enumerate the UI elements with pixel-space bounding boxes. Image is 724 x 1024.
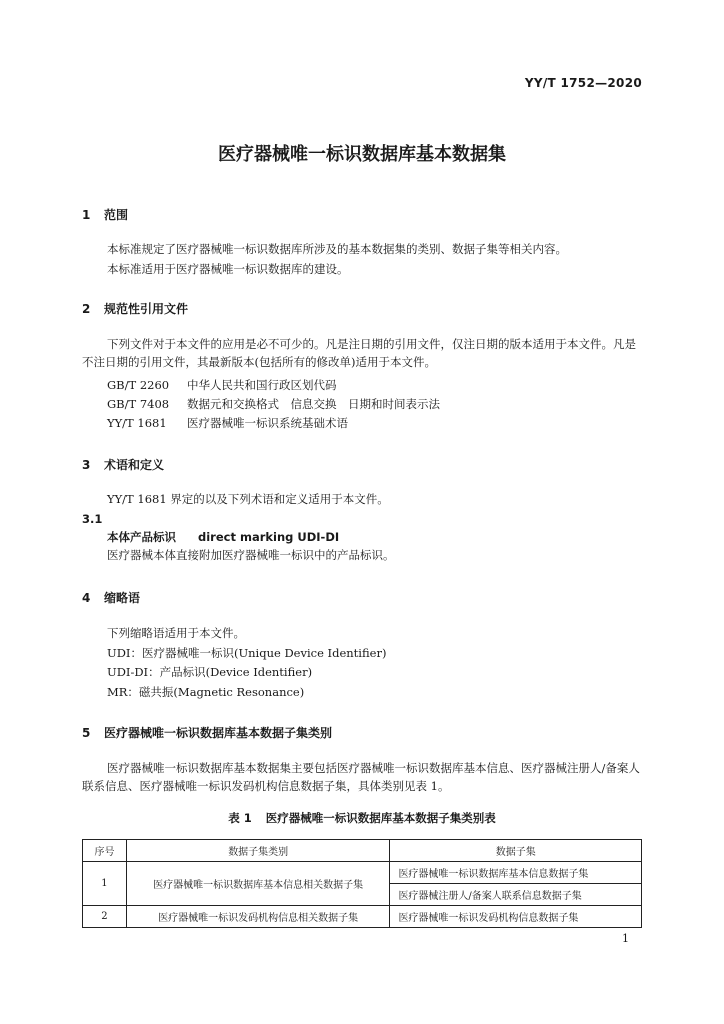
- section-1-heading: [82, 206, 128, 223]
- term-definition: 医疗器械本体直接附加医疗器械唯一标识中的产品标识。: [107, 548, 395, 562]
- data-subset-table: [82, 839, 642, 928]
- section-number: 5: [82, 726, 91, 740]
- table-caption-label: 表 1: [228, 811, 252, 825]
- reference-item: [107, 395, 440, 413]
- row-number: 1: [83, 862, 127, 906]
- document-title: 医疗器械唯一标识数据库基本数据集: [218, 144, 506, 165]
- table-caption: [0, 810, 724, 826]
- section-number: 4: [82, 591, 91, 605]
- section-1-paragraph-1: 本标准规定了医疗器械唯一标识数据库所涉及的基本数据集的类别、数据子集等相关内容。: [107, 242, 567, 256]
- term-english: direct marking UDI-DI: [198, 530, 340, 544]
- reference-code: GB/T 2260: [107, 378, 170, 392]
- reference-title: 数据元和交换格式 信息交换 日期和时间表示法: [187, 397, 440, 411]
- column-header-subset: 数据子集: [390, 840, 642, 862]
- table-caption-title: 医疗器械唯一标识数据库基本数据子集类别表: [265, 811, 496, 825]
- standard-id: YY/T 1752—2020: [524, 76, 642, 90]
- section-3-heading: [82, 456, 164, 473]
- row-number: 2: [83, 906, 127, 928]
- section-title: 缩略语: [104, 591, 141, 605]
- section-4-intro: 下列缩略语适用于本文件。: [107, 626, 245, 640]
- section-title: 术语和定义: [104, 458, 165, 472]
- section-number: 3: [82, 458, 91, 472]
- term-number: 3.1: [82, 512, 103, 526]
- section-2-heading: [82, 300, 188, 317]
- section-3-intro: YY/T 1681 界定的以及下列术语和定义适用于本文件。: [107, 492, 389, 506]
- abbreviation-item: UDI：医疗器械唯一标识(Unique Device Identifier): [107, 646, 387, 660]
- abbreviation-item: MR：磁共振(Magnetic Resonance): [107, 685, 305, 699]
- table-header-row: [83, 840, 642, 862]
- reference-code: YY/T 1681: [107, 416, 167, 430]
- term-chinese: 本体产品标识: [107, 530, 176, 544]
- row-subset: 医疗器械唯一标识数据库基本信息数据子集: [390, 862, 642, 884]
- section-5-intro: 医疗器械唯一标识数据库基本数据集主要包括医疗器械唯一标识数据库基本信息、医疗器械注册人/备案人联系信息、医疗器械唯一标识发码机构信息数据子集，具体类别见表 1。: [82, 761, 640, 793]
- section-number: 1: [82, 208, 91, 222]
- reference-title: 医疗器械唯一标识系统基础术语: [187, 416, 348, 430]
- column-header-category: 数据子集类别: [126, 840, 390, 862]
- row-category: 医疗器械唯一标识数据库基本信息相关数据子集: [126, 862, 390, 906]
- term-heading: [107, 529, 339, 545]
- table-row: [83, 862, 642, 884]
- section-2-intro: 下列文件对于本文件的应用是必不可少的。凡是注日期的引用文件，仅注日期的版本适用于本文件。凡是不注日期的引用文件，其最新版本(包括所有的修改单)适用于本文件。: [82, 337, 636, 369]
- row-subset: 医疗器械注册人/备案人联系信息数据子集: [390, 884, 642, 906]
- section-title: 医疗器械唯一标识数据库基本数据子集类别: [104, 726, 333, 740]
- reference-item: [107, 376, 337, 394]
- section-number: 2: [82, 302, 91, 316]
- section-4-heading: [82, 589, 140, 606]
- reference-item: [107, 414, 348, 432]
- section-title: 范围: [104, 208, 129, 222]
- section-5-heading: [82, 724, 332, 741]
- row-subset: 医疗器械唯一标识发码机构信息数据子集: [390, 906, 642, 928]
- section-1-paragraph-2: 本标准适用于医疗器械唯一标识数据库的建设。: [107, 262, 349, 276]
- abbreviation-item: UDI-DI：产品标识(Device Identifier): [107, 665, 313, 679]
- row-category: 医疗器械唯一标识发码机构信息相关数据子集: [126, 906, 390, 928]
- table-row: [83, 906, 642, 928]
- column-header-number: 序号: [83, 840, 127, 862]
- reference-code: GB/T 7408: [107, 397, 170, 411]
- reference-title: 中华人民共和国行政区划代码: [187, 378, 337, 392]
- page-number: 1: [622, 932, 629, 945]
- section-title: 规范性引用文件: [104, 302, 189, 316]
